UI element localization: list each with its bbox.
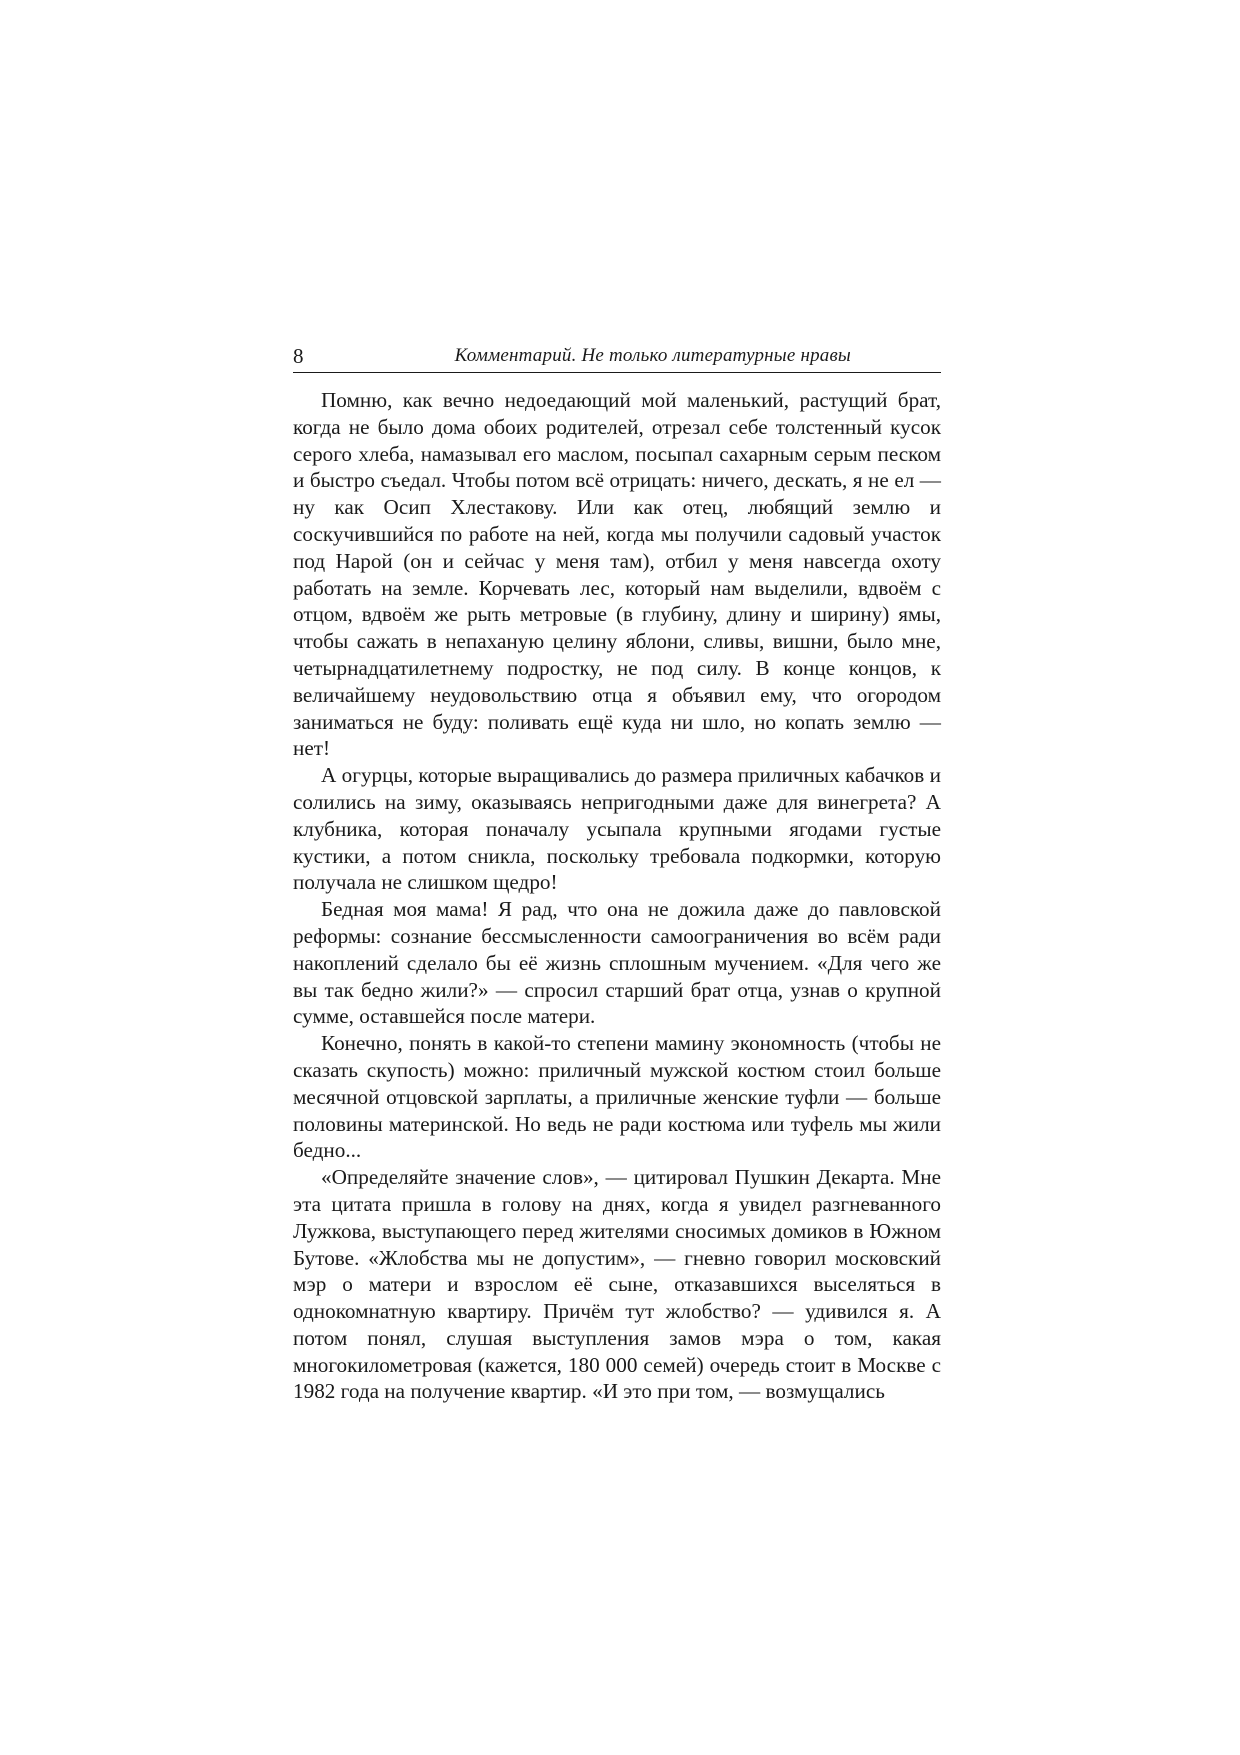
paragraph-5: «Определяйте значение слов», — цитировал Пушкин Декарта. Мне эта цитата пришла в голову на днях, когда я увидел разгневанного Лужкова, выступающего перед жителями сносимых домиков в Южном Бутове. «Жлобства мы не допустим», — гневно говорил московский мэр о матери и взрослом её сыне, отказавшихся выселяться в однокомнатную квартиру. Причём тут жлобство? — удивился я. А потом понял, слушая выступления замов мэра о том, какая многокилометровая (кажется, 180 000 семей) очередь стоит в Москве с 1982 года на получение квартир. «И это при том, — возмущались xyxy=(293,1165,941,1404)
running-head xyxy=(293,342,941,373)
page-number: 8 xyxy=(293,344,304,368)
paragraph-4: Конечно, понять в какой-то степени мамину экономность (чтобы не сказать скупость) можно: приличный мужской костюм стоил больше месячной отцовской зарплаты, а приличные женские туфли — больше половины материнской. Но ведь не ради костюма или туфель мы жили бедно... xyxy=(293,1031,941,1163)
paragraph-1: Помню, как вечно недоедающий мой маленький, растущий брат, когда не было дома обоих родителей, отрезал себе толстенный кусок серого хлеба, намазывал его маслом, посыпал сахарным серым песком и быстро съедал. Чтобы потом всё отрицать: ничего, дескать, я не ел — ну как Осип Хлестакову. Или как отец, любящий землю и соскучившийся по работе на ней, когда мы получили садовый участок под Нарой (он и сейчас у меня там), отбил у меня навсегда охоту работать на земле. Корчевать лес, который нам выделили, вдвоём с отцом, вдвоём же рыть метровые (в глубину, длину и ширину) ямы, чтобы сажать в непаханую целину яблони, сливы, вишни, было мне, четырнадцатилетнему подростку, не под силу. В конце концов, к величайшему неудовольствию отца я объявил ему, что огородом заниматься не буду: поливать ещё куда ни шло, но копать землю — нет! xyxy=(293,388,941,761)
paragraph-2: А огурцы, которые выращивались до размера приличных кабачков и солились на зиму, оказываясь непригодными даже для винегрета? А клубника, которая поначалу усыпала крупными ягодами густые кустики, а потом сникла, поскольку требовала подкормки, которую получала не слишком щедро! xyxy=(293,763,941,895)
running-title: Комментарий. Не только литературные нравы xyxy=(454,345,851,366)
paragraph-3: Бедная моя мама! Я рад, что она не дожила даже до павловской реформы: сознание бессмысленности самоограничения во всём ради накоплений сделало бы её жизнь сплошным мучением. «Для чего же вы так бедно жили?» — спросил старший брат отца, узнав о крупной сумме, оставшейся после матери. xyxy=(293,897,941,1029)
body-text xyxy=(293,387,941,1405)
